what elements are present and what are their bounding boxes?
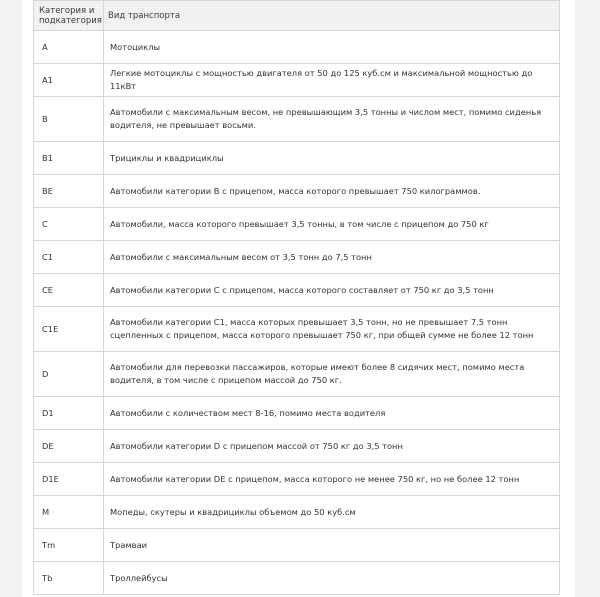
vehicle-description: Автомобили категории С1, масса которых превышает 3,5 тонн, но не превышает 7.5 тонн сцепленных с прицепом, масса которого превышает 750 кг, при общей сумме не более 12 тонн	[104, 307, 560, 352]
table-row	[34, 529, 560, 562]
vehicle-description: Автомобили категории D с прицепом массой от 750 кг до 3,5 тонн	[104, 430, 560, 463]
table-row	[34, 397, 560, 430]
category-code: A	[34, 31, 104, 64]
category-code: C	[34, 208, 104, 241]
vehicle-description: Троллейбусы	[104, 562, 560, 595]
table-row	[34, 463, 560, 496]
table-row	[34, 307, 560, 352]
table-row	[34, 31, 560, 64]
table-row	[34, 208, 560, 241]
category-code: M	[34, 496, 104, 529]
vehicle-description: Мопеды, скутеры и квадрициклы объемом до 50 куб.см	[104, 496, 560, 529]
table-row	[34, 562, 560, 595]
table-row	[34, 175, 560, 208]
category-code: Tm	[34, 529, 104, 562]
table-header-row	[34, 1, 560, 31]
table-row	[34, 142, 560, 175]
table-row	[34, 97, 560, 142]
category-code: D1E	[34, 463, 104, 496]
license-categories-table	[33, 0, 560, 595]
header-category: Категория и подкатегория	[34, 1, 104, 31]
category-code: BE	[34, 175, 104, 208]
table-row	[34, 241, 560, 274]
category-code: DE	[34, 430, 104, 463]
table-row	[34, 430, 560, 463]
category-code: CE	[34, 274, 104, 307]
category-code: C1	[34, 241, 104, 274]
vehicle-description: Трициклы и квадрициклы	[104, 142, 560, 175]
category-code: C1E	[34, 307, 104, 352]
category-code: B1	[34, 142, 104, 175]
table-row	[34, 274, 560, 307]
vehicle-description: Автомобили с количеством мест 8-16, помимо места водителя	[104, 397, 560, 430]
vehicle-description: Автомобили категории В с прицепом, масса которого превышает 750 килограммов.	[104, 175, 560, 208]
category-code: Tb	[34, 562, 104, 595]
vehicle-description: Автомобили для перевозки пассажиров, которые имеют более 8 сидячих мест, помимо места водителя, в том числе с прицепом массой до 750 кг.	[104, 352, 560, 397]
vehicle-description: Автомобили категории С с прицепом, масса которого составляет от 750 кг до 3,5 тонн	[104, 274, 560, 307]
vehicle-description: Автомобили категории DE с прицепом, масса которого не менее 750 кг, но не более 12 тонн	[104, 463, 560, 496]
vehicle-description: Мотоциклы	[104, 31, 560, 64]
category-code: D	[34, 352, 104, 397]
vehicle-description: Автомобили с максимальным весом от 3,5 тонн до 7,5 тонн	[104, 241, 560, 274]
category-code: D1	[34, 397, 104, 430]
table-row	[34, 64, 560, 97]
vehicle-description: Автомобили с максимальным весом, не превышающим 3,5 тонны и числом мест, помимо сиденья водителя, не превышает восьми.	[104, 97, 560, 142]
category-code: A1	[34, 64, 104, 97]
table-row	[34, 352, 560, 397]
category-code: B	[34, 97, 104, 142]
table-row	[34, 496, 560, 529]
vehicle-description: Автомобили, масса которого превышает 3,5 тонны, в том числе с прицепом до 750 кг	[104, 208, 560, 241]
vehicle-description: Легкие мотоциклы с мощностью двигателя от 50 до 125 куб.см и максимальной мощностью до 11кВт	[104, 64, 560, 97]
header-vehicle-type: Вид транспорта	[104, 1, 560, 31]
vehicle-description: Трамваи	[104, 529, 560, 562]
